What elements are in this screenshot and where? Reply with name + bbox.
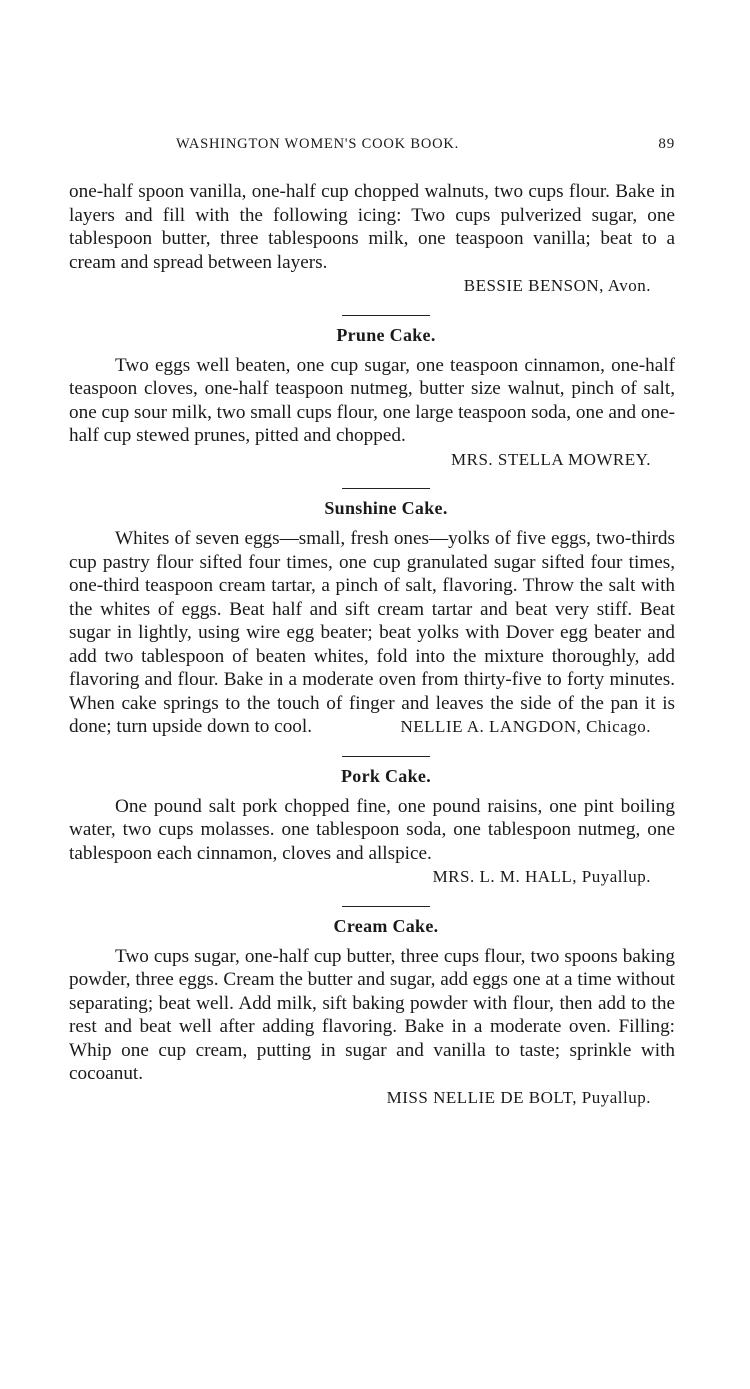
recipe-signature: MRS. L. M. HALL, Puyallup. xyxy=(432,867,651,886)
recipe-text: Two eggs well beaten, one cup sugar, one teaspoon cinnamon, one-half teaspoon cloves, one-half teaspoon nutmeg, butter size walnut, pinch of salt, one cup sour milk, two small cups flour, one large teaspoon soda, one and one-half cup stewed prunes, pitted and chopped. xyxy=(69,354,675,446)
section-divider xyxy=(342,488,430,489)
recipe-text: One pound salt pork chopped fine, one pound raisins, one pint boiling water, two cups molasses. one tablespoon soda, one tablespoon nutmeg, one tablespoon each cinnamon, cloves and allspice. xyxy=(69,795,675,864)
continued-recipe-text: one-half spoon vanilla, one-half cup chopped walnuts, two cups flour. Bake in layers and fill with the following icing: Two cups pulverized sugar, one tablespoon butter, three tablespoons milk, one teaspoon vanilla; beat to a cream and spread between layers. xyxy=(69,181,675,273)
recipe-title: Pork Cake. xyxy=(341,765,431,786)
section-divider xyxy=(342,756,430,757)
section-divider xyxy=(342,315,430,316)
section-divider xyxy=(342,906,430,907)
recipe-text: Whites of seven eggs—small, fresh ones—yolks of five eggs, two-thirds cup pastry flour sifted four times, one cup granulated sugar sifted four times, one-third teaspoon cream tartar, a pinch of salt, flavoring. Throw the salt with the whites of eggs. Beat half and sift cream tartar and beat very stiff. Beat sugar in lightly, using wire egg beater; beat yolks with Dover egg beater and add two tablespoon of beaten whites, fold into the mixture thoroughly, add flavoring and flour. Bake in a moderate oven from thirty-five to forty minutes. When cake springs to the touch of finger and leaves the side of the pan it is done; turn upside down to cool. xyxy=(69,528,675,737)
recipe-text: Two cups sugar, one-half cup butter, three cups flour, two spoons baking powder, three eggs. Cream the butter and sugar, add eggs one at a time without separating; beat well. Add milk, sift baking powder with flour, then add to the rest and beat well after adding flavoring. Bake in a moderate oven. Filling: Whip one cup cream, putting in sugar and vanilla to taste; sprinkle with cocoanut. xyxy=(69,945,675,1084)
recipe-title: Prune Cake. xyxy=(336,324,436,345)
recipe-signature: NELLIE A. LANGDON, Chicago. xyxy=(400,717,651,736)
running-head xyxy=(69,136,675,158)
recipe-signature: BESSIE BENSON, Avon. xyxy=(463,276,651,295)
page-content xyxy=(69,180,675,1109)
page-number: 89 xyxy=(658,136,675,152)
recipe-signature: MISS NELLIE DE BOLT, Puyallup. xyxy=(386,1087,651,1107)
running-title: WASHINGTON WOMEN'S COOK BOOK. xyxy=(176,136,460,152)
book-page xyxy=(69,0,675,1389)
recipe-title: Cream Cake. xyxy=(333,915,439,936)
recipe-signature: MRS. STELLA MOWREY. xyxy=(451,449,651,469)
recipe-title: Sunshine Cake. xyxy=(324,498,448,518)
